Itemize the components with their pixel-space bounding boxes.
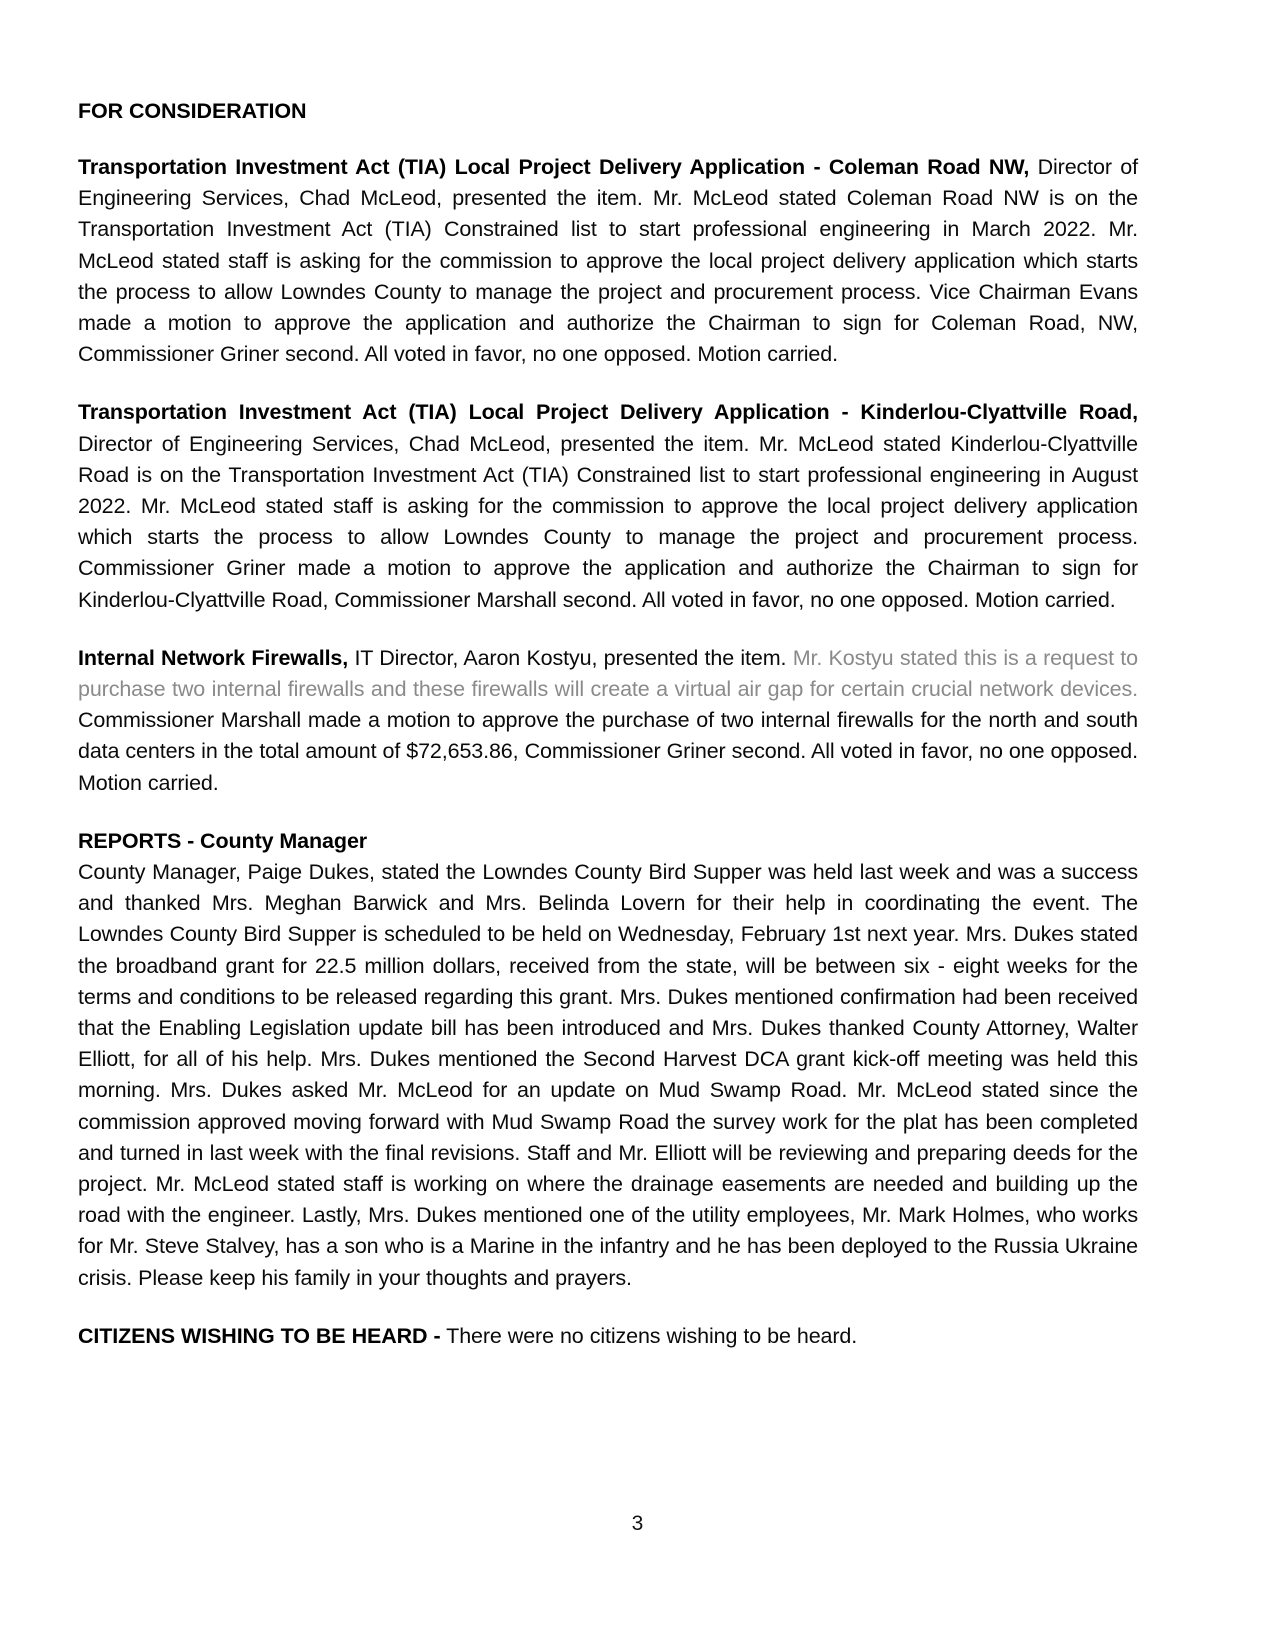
agenda-item-coleman-road — [78, 152, 1138, 370]
agenda-item-firewalls-text-first: IT Director, Aaron Kostyu, presented the item. — [348, 645, 793, 670]
agenda-item-firewalls-text-second: Commissioner Marshall made a motion to approve the purchase of two internal firewalls for the north and south data centers in the total amount of $72,653.86, Commissioner Griner second. All voted in favor, no one opposed. Motion carried. — [78, 708, 1138, 795]
agenda-item-kinderlou-clyattville — [78, 397, 1138, 615]
reports-section-text: County Manager, Paige Dukes, stated the Lowndes County Bird Supper was held last week and was a success and thanked Mrs. Meghan Barwick and Mrs. Belinda Lovern for their help in coordinating the event. The Lowndes County Bird Supper is scheduled to be held on Wednesday, February 1st next year. Mrs. Dukes stated the broadband grant for 22.5 million dollars, received from the state, will be between six - eight weeks for the terms and conditions to be released regarding this grant. Mrs. Dukes mentioned confirmation had been received that the Enabling Legislation update bill has been introduced and Mrs. Dukes thanked County Attorney, Walter Elliott, for all of his help. Mrs. Dukes mentioned the Second Harvest DCA grant kick-off meeting was held this morning. Mrs. Dukes asked Mr. McLeod for an update on Mud Swamp Road. Mr. McLeod stated since the commission approved moving forward with Mud Swamp Road the survey work for the plat has been completed and turned in last week with the final revisions. Staff and Mr. Elliott will be reviewing and preparing deeds for the project. Mr. McLeod stated staff is working on where the drainage easements are needed and building up the road with the engineer. Lastly, Mrs. Dukes mentioned one of the utility employees, Mr. Mark Holmes, who works for Mr. Steve Stalvey, has a son who is a Marine in the infantry and he has been deployed to the Russia Ukraine crisis. Please keep his family in your thoughts and prayers. — [78, 860, 1138, 1290]
citizens-wishing-to-be-heard — [78, 1321, 1138, 1352]
agenda-item-coleman-road-title: Transportation Investment Act (TIA) Local Project Delivery Application - Coleman Road NW, — [78, 154, 1030, 179]
page-number: 3 — [631, 1512, 644, 1535]
section-heading-for-consideration: FOR CONSIDERATION — [78, 99, 307, 123]
citizens-wishing-to-be-heard-text: There were no citizens wishing to be heard. — [440, 1323, 858, 1348]
agenda-item-coleman-road-text: Director of Engineering Services, Chad McLeod, presented the item. Mr. McLeod stated Coleman Road NW is on the Transportation Investment Act (TIA) Constrained list to start professional engineering in March 2022. Mr. McLeod stated staff is asking for the commission to approve the local project delivery application which starts the process to allow Lowndes County to manage the project and procurement process. Vice Chairman Evans made a motion to approve the application and authorize the Chairman to sign for Coleman Road, NW, Commissioner Griner second. All voted in favor, no one opposed. Motion carried. — [78, 154, 1138, 367]
citizens-wishing-to-be-heard-title: CITIZENS WISHING TO BE HEARD - — [78, 1323, 441, 1348]
agenda-item-kinderlou-clyattville-text: Director of Engineering Services, Chad McLeod, presented the item. Mr. McLeod stated Kinderlou-Clyattville Road is on the Transportation Investment Act (TIA) Constrained list to start professional engineering in August 2022. Mr. McLeod stated staff is asking for the commission to approve the local project delivery application which starts the process to allow Lowndes County to manage the project and procurement process. Commissioner Griner made a motion to approve the application and authorize the Chairman to sign for Kinderlou-Clyattville Road, Commissioner Marshall second. All voted in favor, no one opposed. Motion carried. — [78, 431, 1138, 612]
reports-section-heading: REPORTS - County Manager — [78, 828, 368, 853]
document-body — [78, 98, 1138, 1352]
reports-section — [78, 826, 1138, 1294]
agenda-item-firewalls-title: Internal Network Firewalls, — [78, 645, 349, 670]
agenda-item-kinderlou-clyattville-title: Transportation Investment Act (TIA) Local Project Delivery Application - Kinderlou-Clyattville Road, — [78, 400, 1138, 425]
agenda-item-internal-network-firewalls — [78, 643, 1138, 799]
agenda-item-firewalls-text-faded: Mr. Kostyu stated this is a request to purchase two internal firewalls and these firewalls will create a virtual air gap for certain crucial network devices. — [78, 645, 1138, 701]
